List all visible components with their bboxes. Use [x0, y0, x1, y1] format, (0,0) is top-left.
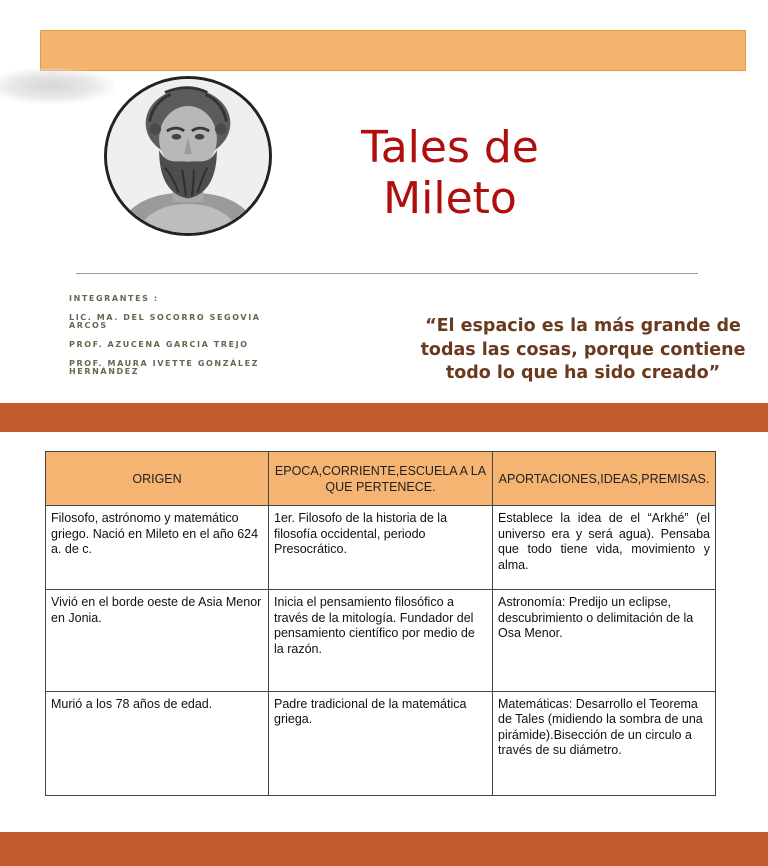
table-cell: Padre tradicional de la matemática griega. [269, 691, 493, 795]
table-row [46, 691, 716, 795]
table-cell: Inicia el pensamiento filosófico a través de la mitología. Fundador del pensamiento científico por medio de la razón. [269, 590, 493, 691]
horizontal-divider [76, 273, 698, 274]
table-cell: 1er. Filosofo de la historia de la filosofía occidental, periodo Presocrático. [269, 506, 493, 590]
table-cell: Vivió en el borde oeste de Asia Menor en Jonia. [46, 590, 269, 691]
top-accent-bar [40, 30, 746, 71]
members-label: INTEGRANTES : [69, 294, 159, 303]
header-aportaciones: APORTACIONES,IDEAS,PREMISAS. [493, 452, 716, 506]
member-name: LIC. MA. DEL SOCORRO SEGOVIA ARCOS [69, 313, 261, 330]
title-line-2: Mileto [383, 173, 517, 224]
title-line-1: Tales de [361, 122, 539, 173]
info-table [45, 451, 716, 796]
table-cell: Filosofo, astrónomo y matemático griego. Nació en Mileto en el año 624 a. de c. [46, 506, 269, 590]
table-row [46, 590, 716, 691]
rust-band-top [0, 403, 768, 432]
gray-smudge [0, 68, 115, 104]
member-name: PROF. AZUCENA GARCIA TREJO [69, 340, 249, 349]
rust-band-bottom [0, 832, 768, 866]
header-epoca: EPOCA,CORRIENTE,ESCUELA A LA QUE PERTENECE. [269, 452, 493, 506]
table-cell: Establece la idea de el “Arkhé” (el universo era y será agua). Pensaba que todo tiene vida, movimiento y alma. [493, 506, 716, 590]
bust-icon [107, 79, 269, 233]
header-origen: ORIGEN [46, 452, 269, 506]
members-list [69, 295, 299, 387]
table-cell: Murió a los 78 años de edad. [46, 691, 269, 795]
table-cell: Matemáticas: Desarrollo el Teorema de Tales (midiendo la sombra de una pirámide).Bisección de un circulo a través de su diámetro. [493, 691, 716, 795]
member-name: PROF. MAURA IVETTE GONZÁLEZ HERNÁNDEZ [69, 359, 260, 376]
table-cell: Astronomía: Predijo un eclipse, descubrimiento o delimitación de la Osa Menor. [493, 590, 716, 691]
thales-portrait [104, 76, 272, 236]
page-title [330, 122, 570, 224]
quote-text: “El espacio es la más grande de todas las cosas, porque contiene todo lo que ha sido creado” [420, 316, 746, 383]
table-row [46, 506, 716, 590]
table-header-row [46, 452, 716, 506]
